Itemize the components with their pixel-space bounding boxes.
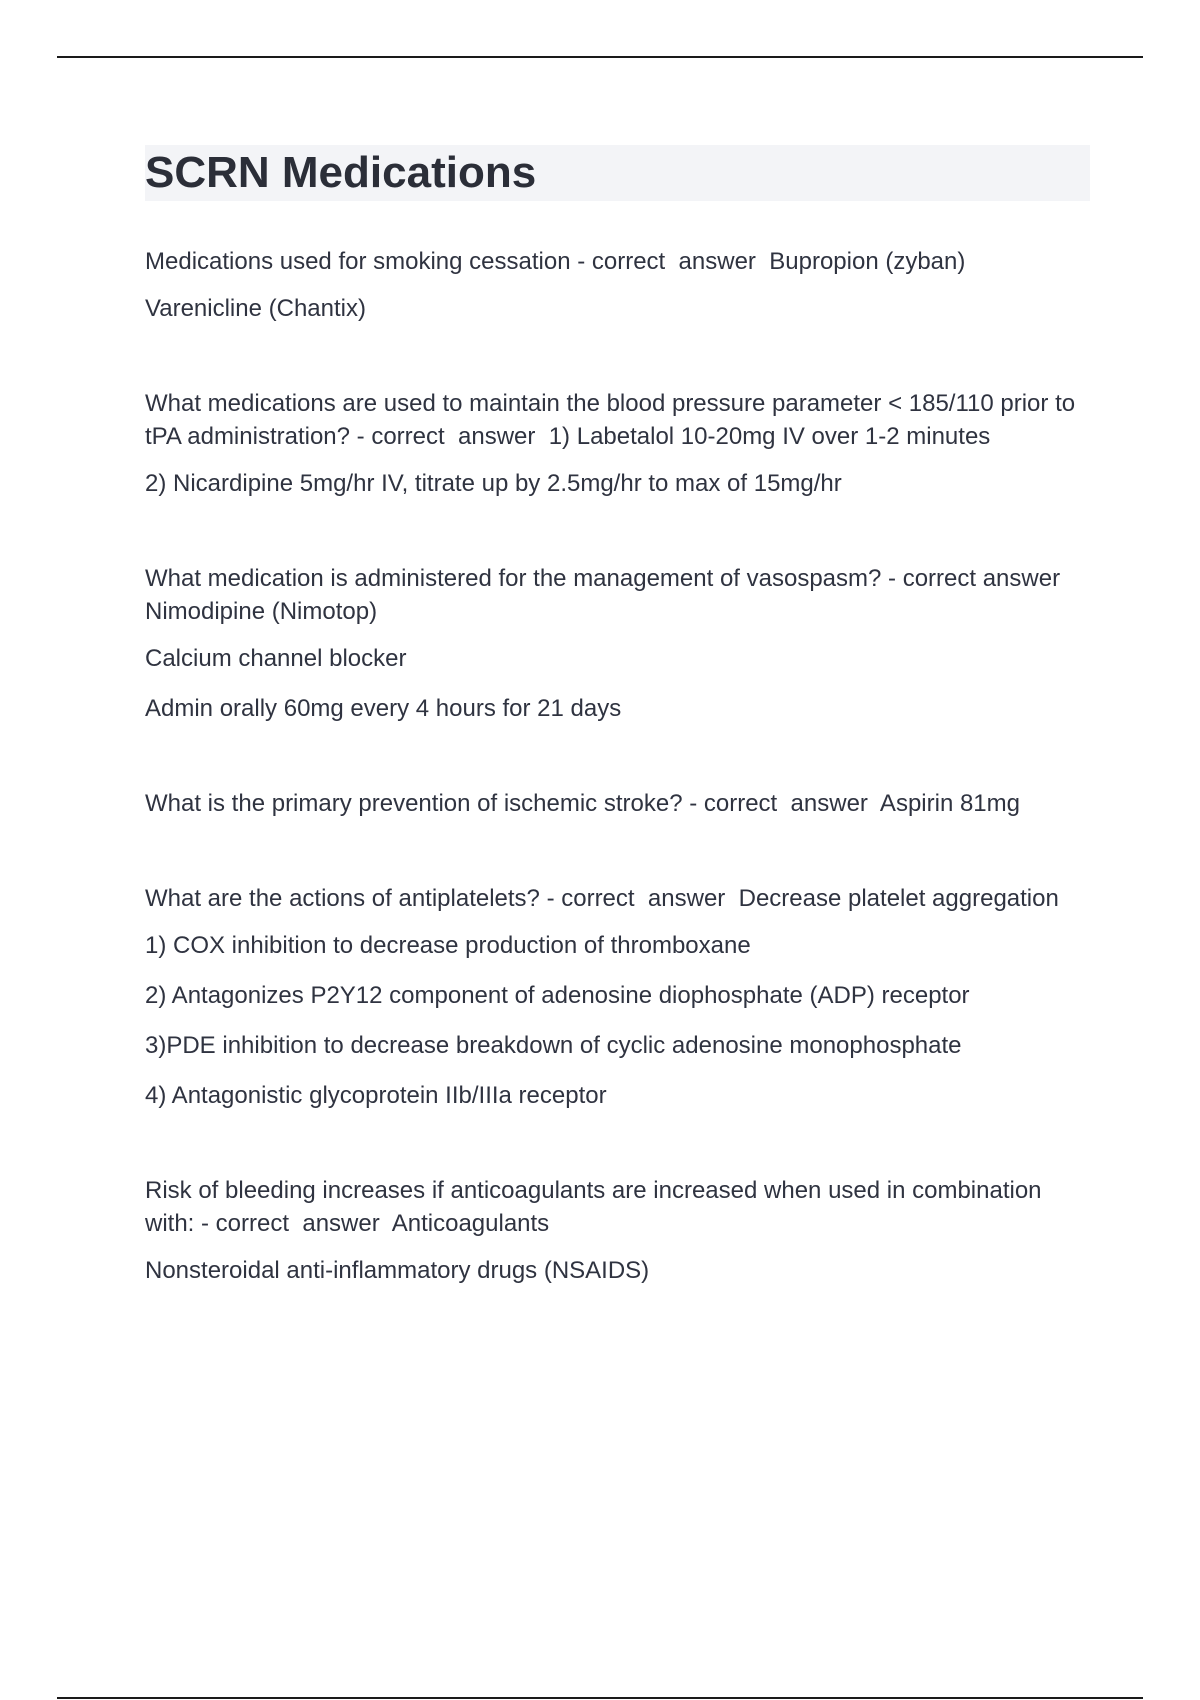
card-detail: 4) Antagonistic glycoprotein IIb/IIIa receptor [145, 1082, 607, 1109]
card-detail: 2) Antagonizes P2Y12 component of adenosine diophosphate (ADP) receptor [145, 982, 970, 1009]
card-detail: 1) COX inhibition to decrease production of thromboxane [145, 932, 751, 959]
card-question: What are the actions of antiplatelets? - correct answer Decrease platelet aggregation [145, 885, 1059, 912]
flashcard-4 [145, 787, 1090, 820]
card-question: What medication is administered for the management of vasospasm? - correct answer Nimodipine (Nimotop) [145, 565, 1074, 625]
flashcard-5 [145, 882, 1090, 1112]
card-question: What is the primary prevention of ischemic stroke? - correct answer Aspirin 81mg [145, 790, 1020, 817]
top-rule [57, 56, 1143, 58]
card-detail: Nonsteroidal anti-inflammatory drugs (NSAIDS) [145, 1257, 650, 1284]
card-question: Medications used for smoking cessation - correct answer Bupropion (zyban) [145, 248, 966, 275]
card-detail: Admin orally 60mg every 4 hours for 21 days [145, 695, 622, 722]
card-question: Risk of bleeding increases if anticoagulants are increased when used in combination with: - correct answer Anticoagulants [145, 1177, 1049, 1237]
title-bar [145, 145, 1090, 201]
flashcard-2 [145, 387, 1090, 500]
document-body [145, 145, 1090, 1349]
flashcard-3 [145, 562, 1090, 725]
flashcard-1 [145, 245, 1090, 325]
card-detail: Calcium channel blocker [145, 645, 407, 672]
page-title: SCRN Medications [145, 148, 537, 197]
card-detail: 2) Nicardipine 5mg/hr IV, titrate up by 2.5mg/hr to max of 15mg/hr [145, 470, 842, 497]
bottom-rule [57, 1697, 1143, 1699]
flashcard-6 [145, 1174, 1090, 1287]
card-question: What medications are used to maintain the blood pressure parameter < 185/110 prior to tPA administration? - correct answer 1) Labetalol 10-20mg IV over 1-2 minutes [145, 390, 1082, 450]
card-detail: 3)PDE inhibition to decrease breakdown of cyclic adenosine monophosphate [145, 1032, 962, 1059]
card-detail: Varenicline (Chantix) [145, 295, 366, 322]
